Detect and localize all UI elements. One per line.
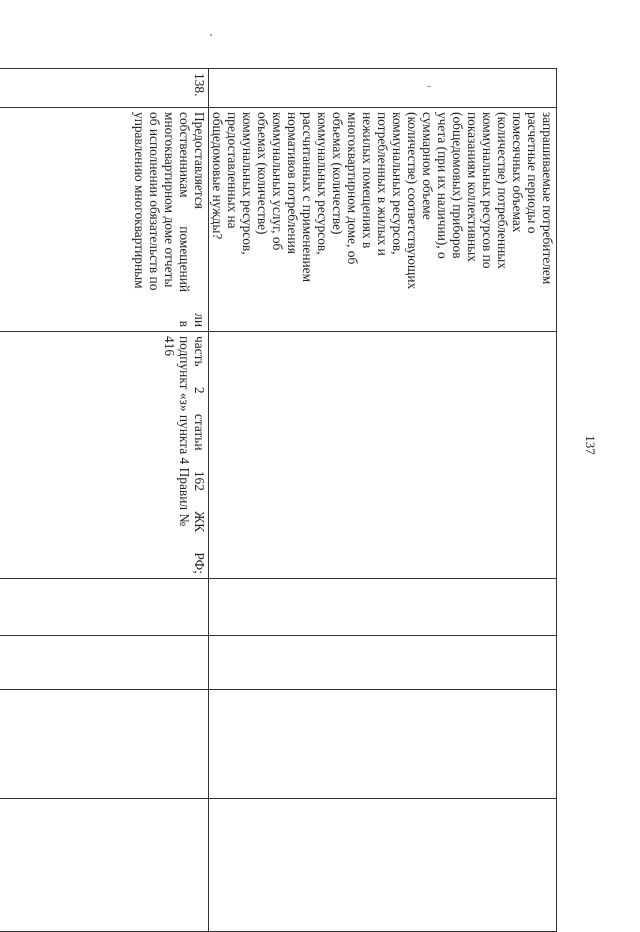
text-word: статьи (192, 413, 207, 451)
text-line (192, 336, 207, 574)
text-word: часть (192, 336, 207, 367)
text-word: ЖК (192, 511, 207, 533)
text-line: (количестве) потребленных (495, 112, 510, 269)
answer-yes-cell (0, 579, 209, 636)
text-word: в (177, 320, 192, 327)
text-word: 2 (192, 386, 207, 394)
text-line: коммунальных ресурсов, (390, 112, 405, 255)
answer-na-cell (209, 690, 557, 799)
text-word: 416 (162, 336, 177, 357)
text-line: предоставленных на (225, 112, 240, 229)
text-line: коммунальных ресурсов, (240, 112, 255, 255)
text-line: рассчитанных с применением (300, 112, 315, 283)
text-line (162, 336, 177, 574)
text-word: 162 (192, 470, 207, 491)
text-line: общедомовые нужды? (210, 112, 225, 240)
text-word: подпункт «з» пункта 4 Правил № (177, 336, 192, 527)
table-row (0, 69, 209, 932)
scan-speck (210, 34, 212, 36)
page-number: 137 (583, 435, 598, 455)
text-line (177, 336, 192, 574)
text-line (162, 112, 177, 327)
answer-no-cell (209, 636, 557, 690)
text-line: многоквартирном доме, об (345, 112, 360, 265)
row-number-cell: 138. (0, 69, 209, 108)
text-word: об исполнении обязательств по (147, 112, 162, 291)
legal-basis-cell (0, 332, 209, 579)
text-line: (количестве) соответствующих (405, 112, 420, 290)
answer-yes-cell (209, 579, 557, 636)
text-word: управлению многоквартирным (132, 112, 147, 289)
answer-no-cell (0, 636, 209, 690)
text-word: собственникам (177, 112, 192, 198)
text-word: ли (192, 313, 207, 327)
question-cell (209, 108, 557, 332)
answer-na-cell (0, 690, 209, 799)
text-line (147, 112, 162, 327)
text-line: учета (при их наличии), о (435, 112, 450, 259)
text-word: многоквартирном доме отчеты (162, 112, 177, 288)
text-line (192, 112, 207, 327)
text-word: Предоставляется (192, 112, 207, 209)
text-line: помесячных объемах (510, 112, 525, 233)
comment-cell (209, 799, 557, 932)
text-line: потребленных в жилых и (375, 112, 390, 256)
text-line (132, 112, 147, 327)
checklist-table (0, 68, 557, 932)
text-line: объемах (количестве) (330, 112, 345, 235)
question-cell (0, 108, 209, 332)
text-line: нежилых помещениях в (360, 112, 375, 249)
text-word: помещений (177, 226, 192, 293)
text-line: коммунальных услуг, об (270, 112, 285, 251)
text-line: показаниям коллективных (465, 112, 480, 262)
text-line: коммунальных ресурсов, (315, 112, 330, 255)
comment-cell (0, 799, 209, 932)
row-number-cell (209, 69, 557, 108)
text-line: расчетные периоды о (525, 112, 540, 234)
text-line: коммунальных ресурсов по (480, 112, 495, 269)
text-line: объемах (количестве) (255, 112, 270, 235)
text-word: РФ; (192, 552, 207, 574)
text-line: (общедомовых) приборов (450, 112, 465, 259)
text-line: суммарном объеме (420, 112, 435, 220)
rotated-page (55, 68, 557, 868)
text-line: нормативов потребления (285, 112, 300, 254)
text-line (177, 112, 192, 327)
table-row (209, 69, 557, 932)
text-line: запрашиваемые потребителем (540, 112, 555, 285)
legal-basis-cell (209, 332, 557, 579)
